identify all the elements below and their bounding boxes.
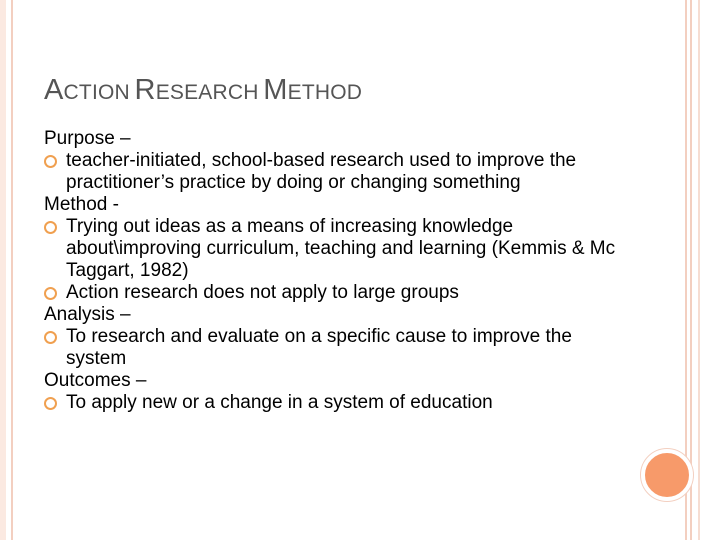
title-cap: M <box>263 74 288 106</box>
bullet-text: teacher-initiated, school-based research used to improve the practitioner’s practice by doing or changing something <box>66 150 577 193</box>
bullet-circle-icon <box>44 221 57 234</box>
title-cap: R <box>134 74 156 106</box>
accent-circle <box>641 449 693 501</box>
title-word-1 <box>44 74 130 106</box>
right-border-line-outer <box>698 0 700 540</box>
title-rest: ESEARCH <box>155 81 259 104</box>
section-heading-purpose: Purpose – <box>44 128 131 149</box>
slide-title <box>44 74 362 107</box>
title-word-3 <box>263 74 363 106</box>
bullet-text: Trying out ideas as a means of increasing knowledge about\improving curriculum, teaching and learning (Kemmis & Mc Taggart, 1982) <box>66 216 616 281</box>
bullet-item <box>44 326 634 370</box>
slide-body <box>44 128 634 414</box>
bullet-item <box>44 150 634 194</box>
bullet-circle-icon <box>44 397 57 410</box>
title-rest: ETHOD <box>287 81 363 104</box>
title-rest: CTION <box>63 81 130 104</box>
section-heading-analysis: Analysis – <box>44 304 131 325</box>
section-heading-outcomes: Outcomes – <box>44 370 147 391</box>
bullet-circle-icon <box>44 287 57 300</box>
bullet-item <box>44 392 634 414</box>
bullet-text: To research and evaluate on a specific cause to improve the system <box>66 326 572 369</box>
bullet-circle-icon <box>44 155 57 168</box>
right-border-line <box>690 0 692 540</box>
bullet-item <box>44 216 634 282</box>
bullet-item <box>44 282 634 304</box>
title-cap: A <box>44 74 64 106</box>
section-heading-method: Method - <box>44 194 119 215</box>
bullet-circle-icon <box>44 331 57 344</box>
bullet-text: Action research does not apply to large groups <box>66 282 459 303</box>
bullet-text: To apply new or a change in a system of education <box>66 392 493 413</box>
title-word-2 <box>134 74 259 106</box>
